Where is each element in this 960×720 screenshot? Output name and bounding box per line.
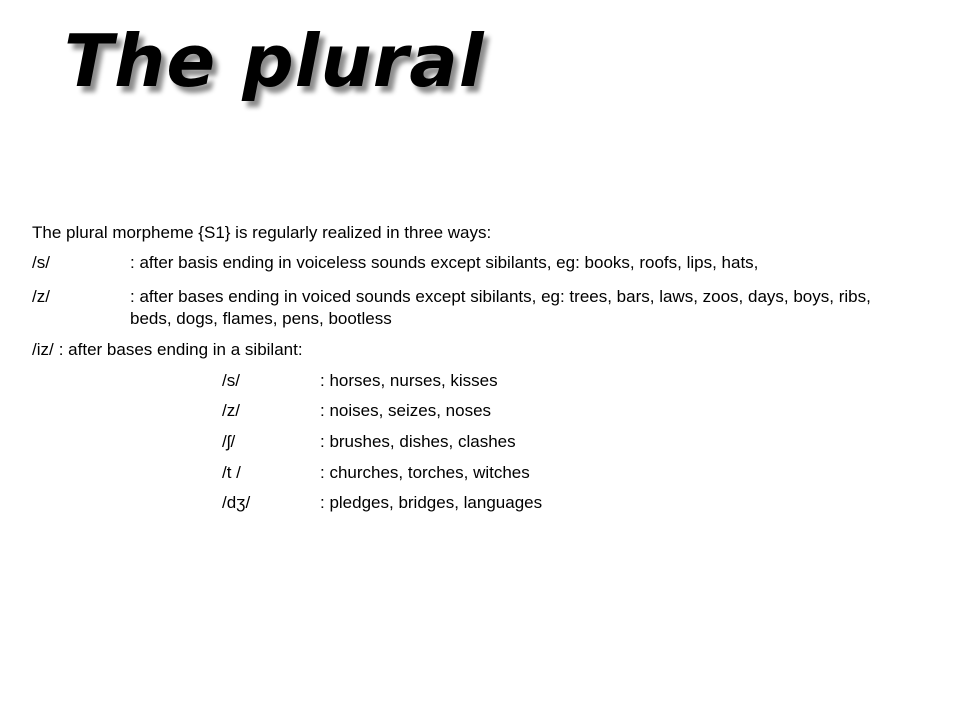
rule-z [32,286,892,330]
sibilant-row [222,400,491,422]
sibilant-row [222,492,542,514]
sibilant-row [222,370,498,392]
rule-s [32,252,892,274]
sibilant-examples: : pledges, bridges, languages [320,493,543,512]
rule-symbol: /iz/ [32,340,54,359]
rule-iz [32,339,892,361]
sibilant-symbol: /t / [222,463,241,482]
sibilant-examples: : brushes, dishes, clashes [320,432,516,451]
sibilant-examples: : churches, torches, witches [320,463,530,482]
sibilant-symbol: /z/ [222,401,240,420]
rule-description: : after bases ending in voiced sounds except sibilants, eg: trees, bars, laws, zoos, days, boys, ribs, beds, dogs, flames, pens, bootless [130,287,871,328]
sibilant-row [222,462,530,484]
intro-text: The plural morpheme {S1} is regularly realized in three ways: [32,223,492,242]
sibilant-examples: : noises, seizes, noses [320,401,492,420]
rule-description: : after basis ending in voiceless sounds except sibilants, eg: books, roofs, lips, hats, [130,253,759,272]
rule-description: : after bases ending in a sibilant: [58,340,303,359]
sibilant-examples: : horses, nurses, kisses [320,371,498,390]
rule-symbol: /z/ [32,287,50,306]
sibilant-symbol: /dʒ/ [222,493,251,512]
sibilant-symbol: /ʃ/ [222,432,236,451]
sibilant-row [222,431,516,453]
sibilant-symbol: /s/ [222,371,240,390]
rule-symbol: /s/ [32,253,50,272]
slide-title: The plural [64,19,485,103]
